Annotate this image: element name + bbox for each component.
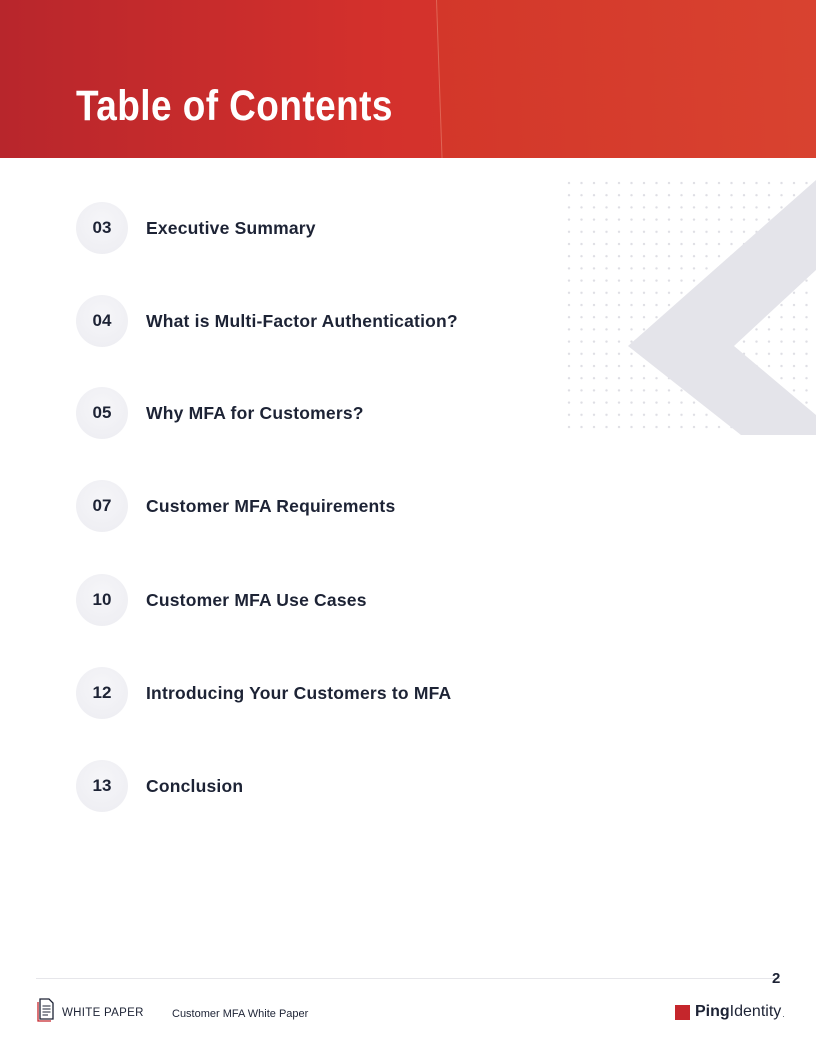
toc-item-title: Introducing Your Customers to MFA (146, 683, 452, 703)
toc-item-title: Customer MFA Use Cases (146, 590, 367, 610)
document-type-label: WHITE PAPER (62, 1007, 144, 1019)
page-number-badge: 10 (76, 574, 128, 626)
page-number: 2 (772, 970, 781, 987)
toc-item-title: Why MFA for Customers? (146, 403, 364, 423)
page-number-badge: 03 (76, 202, 128, 254)
toc-item[interactable] (76, 202, 576, 254)
chevron-decoration (566, 180, 816, 435)
toc-item[interactable] (76, 760, 576, 812)
document-icon (37, 998, 55, 1022)
header-banner (0, 0, 816, 158)
toc-item-title: What is Multi-Factor Authentication? (146, 311, 458, 331)
toc-item[interactable] (76, 295, 576, 347)
page-number-badge: 12 (76, 667, 128, 719)
page-number-badge: 05 (76, 387, 128, 439)
toc-item-title: Customer MFA Requirements (146, 496, 396, 516)
toc-item-title: Executive Summary (146, 218, 316, 238)
toc-item[interactable] (76, 667, 576, 719)
toc-item-title: Conclusion (146, 776, 244, 796)
document-title: Customer MFA White Paper (172, 1008, 309, 1020)
logo-mark (675, 1005, 690, 1020)
logo-brand-bold: Ping (695, 1003, 730, 1020)
page-number-badge: 04 (76, 295, 128, 347)
page-title: Table of Contents (76, 82, 393, 130)
toc-item[interactable] (76, 480, 576, 532)
toc-item[interactable] (76, 574, 576, 626)
logo-mark-dot: . (782, 1010, 785, 1019)
ping-identity-logo (675, 1002, 785, 1022)
footer-divider (36, 978, 780, 979)
page-number-badge: 07 (76, 480, 128, 532)
page-number-badge: 13 (76, 760, 128, 812)
header-panel (436, 0, 816, 158)
logo-brand-light: Identity (729, 1003, 782, 1020)
toc-item[interactable] (76, 387, 576, 439)
